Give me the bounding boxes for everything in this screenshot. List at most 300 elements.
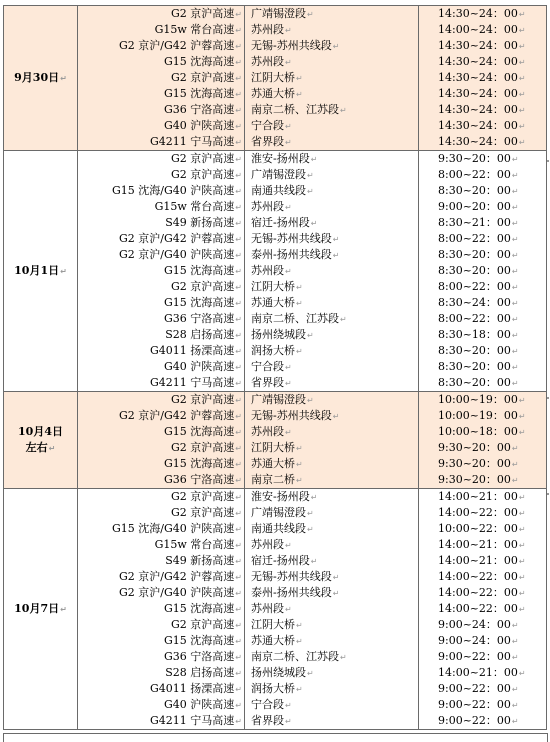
- date-cell: [4, 489, 78, 730]
- closure-time-text: 8:30~20：00: [438, 376, 511, 389]
- section-name: [245, 537, 418, 553]
- closure-time-column: [419, 489, 547, 730]
- section-name: [245, 343, 418, 359]
- closure-time: [419, 343, 546, 359]
- section-name-text: 苏通大桥: [251, 634, 295, 647]
- section-name: [245, 70, 418, 86]
- section-name-text: 苏通大桥: [251, 296, 295, 309]
- paragraph-mark-icon: ↵: [285, 717, 292, 726]
- paragraph-mark-icon: ↵: [235, 717, 242, 726]
- section-name: [245, 279, 418, 295]
- road-name: [78, 375, 244, 391]
- paragraph-mark-icon: ↵: [235, 493, 242, 502]
- closure-time-text: 9:00~22：00: [438, 682, 511, 695]
- road-name: [78, 617, 244, 633]
- road-name: [78, 263, 244, 279]
- paragraph-mark-icon: ↵: [307, 187, 314, 196]
- paragraph-mark-icon: ↵: [235, 171, 242, 180]
- closure-time-text: 9:00~22：00: [438, 650, 511, 663]
- date-text: 9月30日: [14, 70, 60, 84]
- road-name: [78, 167, 244, 183]
- section-name-text: 苏州段: [251, 264, 284, 277]
- date-cell: [4, 392, 78, 489]
- road-name-text: G2 京沪/G42 沪蓉高速: [119, 232, 235, 245]
- closure-time-text: 8:00~22：00: [438, 312, 511, 325]
- closure-time: [419, 505, 546, 521]
- paragraph-mark-icon: ↵: [235, 267, 242, 276]
- road-name: [78, 134, 244, 150]
- road-name-text: G15 沈海/G40 沪陕高速: [112, 184, 235, 197]
- section-name: [245, 697, 418, 713]
- road-name: [78, 601, 244, 617]
- road-name-text: G15w 常台高速: [154, 200, 235, 213]
- road-name: [78, 247, 244, 263]
- paragraph-mark-icon: ↵: [307, 171, 314, 180]
- closure-time-column: [419, 6, 547, 151]
- paragraph-mark-icon: ↵: [235, 106, 242, 115]
- section-name: [245, 54, 418, 70]
- closure-time-text: 14:00~21：00: [438, 490, 518, 503]
- closure-schedule-table: [3, 5, 547, 730]
- road-name-text: G2 京沪高速: [171, 168, 235, 181]
- paragraph-mark-icon: ↵: [518, 412, 526, 421]
- section-name: [245, 392, 418, 408]
- paragraph-mark-icon: ↵: [235, 509, 242, 518]
- paragraph-mark-icon: ↵: [235, 203, 242, 212]
- closure-time-text: 9:00~20：00: [438, 200, 511, 213]
- section-name: [245, 247, 418, 263]
- paragraph-mark-icon: ↵: [235, 476, 242, 485]
- closure-time-text: 9:00~24：00: [438, 634, 511, 647]
- paragraph-mark-icon: ↵: [511, 267, 519, 276]
- closure-time: [419, 247, 546, 263]
- closure-time-text: 10:00~18：00: [438, 425, 518, 438]
- paragraph-mark-icon: ↵: [285, 363, 292, 372]
- closure-time-text: 14:30~24：00: [438, 7, 518, 20]
- road-name-text: G4011 扬溧高速: [150, 682, 235, 695]
- paragraph-mark-icon: ↵: [285, 203, 292, 212]
- closure-time: [419, 199, 546, 215]
- closure-time-text: 9:30~20：00: [438, 457, 511, 470]
- road-name: [78, 633, 244, 649]
- paragraph-mark-icon: ↵: [332, 589, 340, 598]
- paragraph-mark-icon: ↵: [60, 604, 67, 614]
- date-label: [4, 70, 77, 87]
- section-name-text: 广靖锡澄段: [251, 7, 306, 20]
- paragraph-mark-icon: ↵: [511, 155, 519, 164]
- road-name-text: G36 宁洛高速: [164, 312, 235, 325]
- section-name: [245, 22, 418, 38]
- closure-time-text: 14:30~24：00: [438, 135, 518, 148]
- road-name: [78, 231, 244, 247]
- closure-time: [419, 424, 546, 440]
- paragraph-mark-icon: ↵: [235, 347, 242, 356]
- road-name: [78, 22, 244, 38]
- paragraph-mark-icon: ↵: [60, 266, 67, 276]
- road-name-text: G15w 常台高速: [154, 538, 235, 551]
- road-name-text: G15 沈海高速: [164, 296, 235, 309]
- paragraph-mark-icon: ↵: [235, 58, 242, 67]
- road-name-text: G4011 扬溧高速: [150, 344, 235, 357]
- section-name-text: 南通共线段: [251, 522, 306, 535]
- section-name: [245, 408, 418, 424]
- paragraph-mark-icon: ↵: [340, 106, 347, 115]
- closure-time-text: 8:30~20：00: [438, 264, 511, 277]
- paragraph-mark-icon: ↵: [340, 315, 347, 324]
- section-name: [245, 231, 418, 247]
- section-name-text: 淮安-扬州段: [251, 152, 310, 165]
- paragraph-mark-icon: ↵: [60, 73, 67, 83]
- paragraph-mark-icon: ↵: [235, 315, 242, 324]
- section-name-text: 淮安-扬州段: [251, 490, 310, 503]
- paragraph-mark-icon: ↵: [518, 525, 526, 534]
- date-cell: [4, 6, 78, 151]
- road-name-text: S49 新扬高速: [165, 216, 235, 229]
- section-name: [245, 151, 418, 167]
- paragraph-mark-icon: ↵: [235, 460, 242, 469]
- paragraph-mark-icon: ↵: [235, 637, 242, 646]
- section-name-text: 江阴大桥: [251, 618, 295, 631]
- closure-time: [419, 569, 546, 585]
- closure-time-text: 8:30~18：00: [438, 328, 511, 341]
- section-name: [245, 359, 418, 375]
- paragraph-mark-icon: ↵: [235, 363, 242, 372]
- section-name: [245, 521, 418, 537]
- section-name: [245, 440, 418, 456]
- paragraph-mark-icon: ↵: [518, 26, 526, 35]
- road-name-text: G15 沈海高速: [164, 602, 235, 615]
- section-name-column: [245, 489, 419, 730]
- closure-time: [419, 134, 546, 150]
- paragraph-mark-icon: ↵: [511, 331, 519, 340]
- paragraph-mark-icon: ↵: [310, 493, 318, 502]
- paragraph-mark-icon: ↵: [296, 637, 303, 646]
- paragraph-mark-icon: ↵: [511, 379, 519, 388]
- section-name: [245, 86, 418, 102]
- closure-time-text: 9:00~24：00: [438, 618, 511, 631]
- road-name-text: G15 沈海高速: [164, 425, 235, 438]
- date-label: [4, 263, 77, 280]
- road-name: [78, 553, 244, 569]
- paragraph-mark-icon: ↵: [235, 428, 242, 437]
- section-name-text: 南京二桥: [251, 473, 295, 486]
- paragraph-mark-icon: ↵: [296, 685, 303, 694]
- closure-time: [419, 649, 546, 665]
- closure-time-text: 14:00~21：00: [438, 666, 518, 679]
- closure-time: [419, 553, 546, 569]
- section-name: [245, 134, 418, 150]
- closure-time: [419, 118, 546, 134]
- paragraph-mark-icon: ↵: [285, 122, 292, 131]
- paragraph-mark-icon: ↵: [235, 589, 242, 598]
- closure-time-text: 14:30~24：00: [438, 71, 518, 84]
- closure-time: [419, 601, 546, 617]
- closure-time-text: 9:00~22：00: [438, 714, 511, 727]
- section-name: [245, 617, 418, 633]
- section-name: [245, 327, 418, 343]
- paragraph-mark-icon: ↵: [511, 251, 519, 260]
- road-name-text: G2 京沪高速: [171, 506, 235, 519]
- paragraph-mark-icon: ↵: [235, 573, 242, 582]
- closure-time-text: 14:30~24：00: [438, 39, 518, 52]
- date-label-line2: [4, 440, 77, 457]
- section-name-text: 江阴大桥: [251, 280, 295, 293]
- closure-time-text: 8:30~20：00: [438, 360, 511, 373]
- paragraph-mark-icon: ↵: [307, 331, 314, 340]
- closure-time-text: 14:00~22：00: [438, 602, 518, 615]
- paragraph-mark-icon: ↵: [235, 10, 242, 19]
- section-name: [245, 713, 418, 729]
- road-name: [78, 681, 244, 697]
- closure-time-text: 10:00~19：00: [438, 409, 518, 422]
- closure-time: [419, 6, 546, 22]
- section-name-text: 苏州段: [251, 55, 284, 68]
- section-name-text: 广靖锡澄段: [251, 506, 306, 519]
- paragraph-mark-icon: ↵: [235, 90, 242, 99]
- closure-time: [419, 327, 546, 343]
- closure-time: [419, 38, 546, 54]
- road-name-text: G40 沪陕高速: [164, 119, 235, 132]
- section-name-text: 宁合段: [251, 119, 284, 132]
- paragraph-mark-icon: ↵: [518, 106, 526, 115]
- date-text: 10月1日: [14, 263, 60, 277]
- section-name-text: 省界段: [251, 714, 284, 727]
- road-name: [78, 359, 244, 375]
- paragraph-mark-icon: ↵: [511, 701, 519, 710]
- closure-time: [419, 408, 546, 424]
- road-name: [78, 311, 244, 327]
- section-name: [245, 311, 418, 327]
- road-name: [78, 585, 244, 601]
- section-name: [245, 681, 418, 697]
- road-name: [78, 472, 244, 488]
- closure-time: [419, 392, 546, 408]
- paragraph-mark-icon: ↵: [285, 26, 292, 35]
- road-name-text: S28 启扬高速: [165, 328, 235, 341]
- road-name-text: G15 沈海高速: [164, 457, 235, 470]
- closure-time: [419, 359, 546, 375]
- closure-time-text: 14:00~22：00: [438, 586, 518, 599]
- paragraph-mark-icon: ↵: [296, 460, 303, 469]
- section-name: [245, 215, 418, 231]
- road-name-column: [78, 151, 245, 392]
- closure-time-text: 9:30~20：00: [438, 473, 511, 486]
- date-label: [4, 424, 77, 440]
- section-name: [245, 601, 418, 617]
- section-name: [245, 585, 418, 601]
- section-name-text: 南京二桥、江苏段: [251, 650, 339, 663]
- section-name: [245, 199, 418, 215]
- road-name: [78, 521, 244, 537]
- section-name: [245, 505, 418, 521]
- section-name-text: 无锡-苏州共线段: [251, 39, 332, 52]
- section-name: [245, 375, 418, 391]
- paragraph-mark-icon: ↵: [511, 444, 519, 453]
- road-name-text: G2 京沪高速: [171, 618, 235, 631]
- paragraph-mark-icon: ↵: [235, 525, 242, 534]
- paragraph-mark-icon: ↵: [307, 509, 314, 518]
- road-name-text: G2 京沪高速: [171, 152, 235, 165]
- paragraph-mark-icon: ↵: [235, 26, 242, 35]
- paragraph-mark-icon: ↵: [310, 155, 318, 164]
- road-name: [78, 489, 244, 505]
- road-name-text: G15w 常台高速: [154, 23, 235, 36]
- closure-time-text: 10:00~19：00: [438, 393, 518, 406]
- paragraph-mark-icon: ↵: [518, 42, 526, 51]
- paragraph-mark-icon: ↵: [518, 74, 526, 83]
- closure-time: [419, 183, 546, 199]
- section-name: [245, 569, 418, 585]
- road-name-text: G15 沈海高速: [164, 634, 235, 647]
- paragraph-mark-icon: ↵: [307, 396, 314, 405]
- paragraph-mark-icon: ↵: [285, 267, 292, 276]
- paragraph-mark-icon: ↵: [235, 444, 242, 453]
- paragraph-mark-icon: ↵: [307, 10, 314, 19]
- closure-time: [419, 279, 546, 295]
- closure-time: [419, 440, 546, 456]
- paragraph-mark-icon: ↵: [511, 717, 519, 726]
- section-name: [245, 424, 418, 440]
- paragraph-mark-icon: ↵: [518, 396, 526, 405]
- road-name: [78, 713, 244, 729]
- closure-time-text: 14:30~24：00: [438, 119, 518, 132]
- margin-marker: [547, 397, 549, 399]
- closure-time-column: [419, 392, 547, 489]
- date-cell: [4, 151, 78, 392]
- closure-time: [419, 215, 546, 231]
- paragraph-mark-icon: ↵: [235, 122, 242, 131]
- closure-time: [419, 102, 546, 118]
- road-name: [78, 102, 244, 118]
- section-name-column: [245, 6, 419, 151]
- paragraph-mark-icon: ↵: [511, 315, 519, 324]
- section-name-text: 江阴大桥: [251, 441, 295, 454]
- road-name: [78, 537, 244, 553]
- road-name-text: S28 启扬高速: [165, 666, 235, 679]
- paragraph-mark-icon: ↵: [511, 187, 519, 196]
- road-name-text: G2 京沪高速: [171, 490, 235, 503]
- paragraph-mark-icon: ↵: [518, 541, 526, 550]
- paragraph-mark-icon: ↵: [235, 74, 242, 83]
- paragraph-mark-icon: ↵: [511, 219, 519, 228]
- road-name-text: G36 宁洛高速: [164, 103, 235, 116]
- road-name-text: G2 京沪高速: [171, 441, 235, 454]
- paragraph-mark-icon: ↵: [285, 541, 292, 550]
- section-name-text: 苏州段: [251, 602, 284, 615]
- closure-time: [419, 472, 546, 488]
- paragraph-mark-icon: ↵: [235, 155, 242, 164]
- paragraph-mark-icon: ↵: [285, 58, 292, 67]
- closure-time-text: 8:30~21：00: [438, 216, 511, 229]
- section-name-text: 泰州-扬州共线段: [251, 248, 332, 261]
- section-name: [245, 6, 418, 22]
- section-name: [245, 167, 418, 183]
- section-name-text: 苏州段: [251, 200, 284, 213]
- paragraph-mark-icon: ↵: [296, 347, 303, 356]
- paragraph-mark-icon: ↵: [511, 460, 519, 469]
- date-group-row: [4, 489, 547, 730]
- road-name-text: G15 沈海高速: [164, 55, 235, 68]
- paragraph-mark-icon: ↵: [332, 573, 340, 582]
- closure-time: [419, 456, 546, 472]
- section-name-text: 苏通大桥: [251, 457, 295, 470]
- margin-marker: [547, 160, 549, 162]
- section-name: [245, 456, 418, 472]
- date-group-row: [4, 6, 547, 151]
- paragraph-mark-icon: ↵: [511, 653, 519, 662]
- closure-time-text: 10:00~22：00: [438, 522, 518, 535]
- paragraph-mark-icon: ↵: [340, 653, 347, 662]
- paragraph-mark-icon: ↵: [518, 669, 526, 678]
- paragraph-mark-icon: ↵: [235, 541, 242, 550]
- paragraph-mark-icon: ↵: [518, 122, 526, 131]
- road-name: [78, 295, 244, 311]
- section-name: [245, 649, 418, 665]
- paragraph-mark-icon: ↵: [235, 396, 242, 405]
- road-name: [78, 151, 244, 167]
- road-name-text: G2 京沪/G40 沪陕高速: [119, 248, 235, 261]
- section-name-text: 南京二桥、江苏段: [251, 103, 339, 116]
- road-name-text: G2 京沪高速: [171, 71, 235, 84]
- paragraph-mark-icon: ↵: [511, 299, 519, 308]
- section-name-text: 扬州绕城段: [251, 666, 306, 679]
- paragraph-mark-icon: ↵: [235, 283, 242, 292]
- paragraph-mark-icon: ↵: [518, 557, 526, 566]
- section-name-text: 苏州段: [251, 425, 284, 438]
- paragraph-mark-icon: ↵: [518, 10, 526, 19]
- closure-time: [419, 697, 546, 713]
- paragraph-mark-icon: ↵: [518, 90, 526, 99]
- road-name-text: G4211 宁马高速: [150, 135, 235, 148]
- paragraph-mark-icon: ↵: [235, 251, 242, 260]
- road-name: [78, 408, 244, 424]
- road-name: [78, 665, 244, 681]
- road-name-text: G2 京沪高速: [171, 280, 235, 293]
- closure-time-text: 8:30~20：00: [438, 344, 511, 357]
- closure-time-text: 14:30~24：00: [438, 103, 518, 116]
- road-name: [78, 215, 244, 231]
- road-name: [78, 38, 244, 54]
- paragraph-mark-icon: ↵: [518, 509, 526, 518]
- paragraph-mark-icon: ↵: [511, 203, 519, 212]
- closure-time: [419, 295, 546, 311]
- road-name-text: G2 京沪高速: [171, 7, 235, 20]
- paragraph-mark-icon: ↵: [235, 621, 242, 630]
- paragraph-mark-icon: ↵: [296, 621, 303, 630]
- road-name-text: G15 沈海高速: [164, 87, 235, 100]
- paragraph-mark-icon: ↵: [235, 187, 242, 196]
- section-name: [245, 102, 418, 118]
- road-name: [78, 569, 244, 585]
- paragraph-mark-icon: ↵: [511, 476, 519, 485]
- paragraph-mark-icon: ↵: [518, 138, 526, 147]
- closure-time-text: 14:30~24：00: [438, 55, 518, 68]
- section-name: [245, 295, 418, 311]
- closure-time: [419, 521, 546, 537]
- section-name-text: 无锡-苏州共线段: [251, 232, 332, 245]
- closure-time-text: 9:30~20：00: [438, 441, 511, 454]
- paragraph-mark-icon: ↵: [285, 379, 292, 388]
- section-name-text: 江阴大桥: [251, 71, 295, 84]
- paragraph-mark-icon: ↵: [518, 58, 526, 67]
- road-name-text: G2 京沪/G42 沪蓉高速: [119, 570, 235, 583]
- closure-time: [419, 585, 546, 601]
- road-name: [78, 392, 244, 408]
- paragraph-mark-icon: ↵: [296, 476, 303, 485]
- date-text: 10月4日: [18, 424, 63, 438]
- paragraph-mark-icon: ↵: [48, 443, 56, 453]
- road-name: [78, 279, 244, 295]
